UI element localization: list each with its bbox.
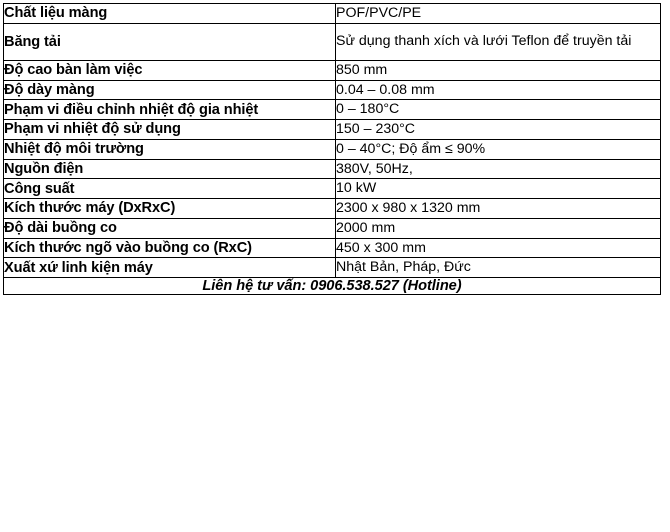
table-row — [4, 179, 661, 199]
spec-value-cell: 0.04 – 0.08 mm — [336, 80, 661, 100]
spec-label-cell: Phạm vi điều chỉnh nhiệt độ gia nhiệt — [4, 100, 336, 120]
table-footer-row — [4, 278, 661, 295]
table-row — [4, 218, 661, 238]
spec-value-cell: 0 – 180°C — [336, 100, 661, 120]
spec-label-cell: Phạm vi nhiệt độ sử dụng — [4, 120, 336, 140]
table-row — [4, 139, 661, 159]
spec-label-cell: Kích thước ngõ vào buồng co (RxC) — [4, 238, 336, 258]
contact-hotline-text: Liên hệ tư vấn: 0906.538.527 (Hotline) — [4, 278, 661, 295]
spec-label-cell: Kích thước máy (DxRxC) — [4, 199, 336, 219]
table-row — [4, 60, 661, 80]
spec-label-cell: Công suất — [4, 179, 336, 199]
spec-value-cell: 2300 x 980 x 1320 mm — [336, 199, 661, 219]
spec-value-cell: Nhật Bản, Pháp, Đức — [336, 258, 661, 278]
spec-label-cell: Độ dài buồng co — [4, 218, 336, 238]
spec-value-cell: POF/PVC/PE — [336, 4, 661, 24]
spec-label-cell: Xuất xứ linh kiện máy — [4, 258, 336, 278]
spec-label-cell: Nhiệt độ môi trường — [4, 139, 336, 159]
table-row — [4, 238, 661, 258]
table-row — [4, 258, 661, 278]
table-row — [4, 199, 661, 219]
spec-value-cell: 150 – 230°C — [336, 120, 661, 140]
specification-table-body — [4, 4, 661, 295]
spec-value-cell: 380V, 50Hz, — [336, 159, 661, 179]
table-row — [4, 4, 661, 24]
spec-value-cell: 0 – 40°C; Độ ẩm ≤ 90% — [336, 139, 661, 159]
spec-value-cell: 10 kW — [336, 179, 661, 199]
spec-label-cell: Chất liệu màng — [4, 4, 336, 24]
table-row — [4, 23, 661, 60]
spec-value-cell: 850 mm — [336, 60, 661, 80]
spec-value-cell: 2000 mm — [336, 218, 661, 238]
spec-label-cell: Băng tải — [4, 23, 336, 60]
spec-value-cell: 450 x 300 mm — [336, 238, 661, 258]
spec-label-cell: Độ cao bàn làm việc — [4, 60, 336, 80]
spec-value-cell: Sử dụng thanh xích và lưới Teflon để truyền tải — [336, 23, 661, 60]
spec-label-cell: Nguồn điện — [4, 159, 336, 179]
spec-label-cell: Độ dày màng — [4, 80, 336, 100]
table-row — [4, 120, 661, 140]
table-row — [4, 80, 661, 100]
specification-table — [3, 3, 661, 295]
table-row — [4, 159, 661, 179]
table-row — [4, 100, 661, 120]
